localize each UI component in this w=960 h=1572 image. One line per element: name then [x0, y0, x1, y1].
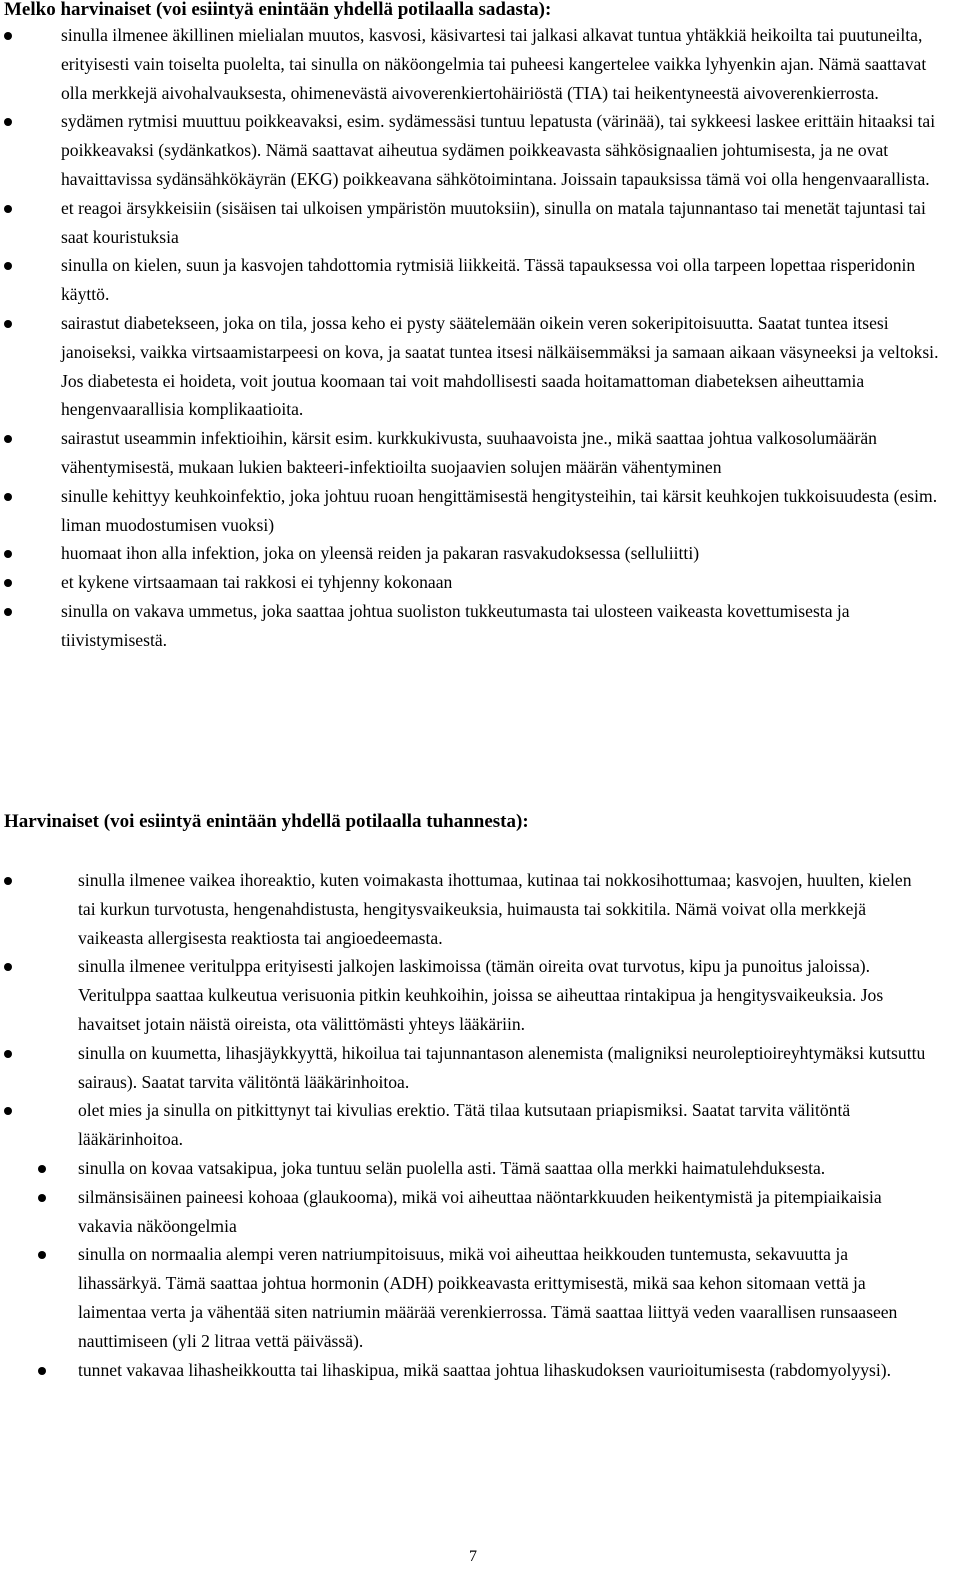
list-item: [0, 866, 956, 952]
bullet-icon: [4, 32, 12, 40]
list-item: [0, 194, 956, 252]
bullet-icon: [4, 320, 12, 328]
bullet-icon: [38, 1367, 46, 1375]
list-item: [0, 482, 956, 540]
list-item: [0, 1039, 956, 1097]
list-item-text: sinulla ilmenee äkillinen mielialan muutos, kasvosi, käsivartesi tai jalkasi alkavat tuntua yhtäkkiä heikoilta tai puutuneilta, erityisesti vain toiselta puolelta, tai sinulla on näköongelmia tai puheesi kangertelee vaikka lyhyenkin ajan. Nämä saattavat olla merkkejä aivohalvauksesta, ohimenevästä aivoverenkiertohäiriöstä (TIA) tai heikentyneestä aivoverenkierrosta.: [61, 25, 927, 103]
list-item: [0, 597, 956, 655]
bullet-icon: [4, 877, 12, 885]
bullet-icon: [4, 1107, 12, 1115]
list-item: [0, 1096, 956, 1154]
bullet-icon: [4, 205, 12, 213]
list-item: [0, 1154, 956, 1183]
bullet-icon: [4, 608, 12, 616]
list-item-text: tunnet vakavaa lihasheikkoutta tai lihaskipua, mikä saattaa johtua lihaskudoksen vaurioitumisesta (rabdomyolyysi).: [78, 1359, 892, 1380]
bullet-icon: [4, 493, 12, 501]
list-item-text: sairastut diabetekseen, joka on tila, jossa keho ei pysty säätelemään oikein veren sokeripitoisuutta. Saatat tuntea itsesi janoiseksi, vaikka virtsaamistarpeesi on kova, ja saatat tuntea itsesi nälkäisemmäksi ja samaan aikaan väsyneeksi ja veltoksi. Jos diabetesta ei hoideta, voit joutua koomaan tai voit mahdollisesti saada hoitamattoman diabeteksen aiheuttamia hengenvaarallisia komplikaatioita.: [61, 312, 939, 420]
list-item-text: sinulle kehittyy keuhkoinfektio, joka johtuu ruoan hengittämisestä hengitysteihin, tai kärsit keuhkojen tukkoisuudesta (esim. liman muodostumisen vuoksi): [61, 485, 938, 535]
rare-side-effects-list: [0, 866, 956, 1384]
bullet-icon: [4, 1050, 12, 1058]
list-item-text: sinulla on kuumetta, lihasjäykkyyttä, hikoilua tai tajunnantason alenemista (maligniksi neuroleptioireyhtymäksi kutsuttu sairaus). Saatat tarvita välitöntä lääkärinhoitoa.: [78, 1042, 926, 1092]
list-item-text: et reagoi ärsykkeisiin (sisäisen tai ulkoisen ympäristön muutoksiin), sinulla on matala tajunnantaso tai menetät tajuntasi tai saat kouristuksia: [61, 197, 926, 247]
list-item-text: sinulla ilmenee vaikea ihoreaktio, kuten voimakasta ihottumaa, kutinaa tai nokkosihottumaa; kasvojen, huulten, kielen tai kurkun turvotusta, hengenahdistusta, hengitysvaikeuksia, huimausta tai sokkitila. Nämä voivat olla merkkejä vaikeasta allergisesta reaktiosta tai angioedeemasta.: [78, 870, 912, 948]
list-item: [0, 568, 956, 597]
list-item: [0, 539, 956, 568]
list-item: [0, 952, 956, 1038]
list-item-text: silmänsisäinen paineesi kohoaa (glaukooma), mikä voi aiheuttaa näöntarkkuuden heikentymistä ja pitempiaikaisia vakavia näköongelmia: [78, 1186, 882, 1236]
bullet-icon: [38, 1251, 46, 1259]
bullet-icon: [4, 579, 12, 587]
list-item: [0, 1240, 956, 1355]
bullet-icon: [4, 118, 12, 126]
bullet-icon: [4, 550, 12, 558]
list-item-text: sydämen rytmisi muuttuu poikkeavaksi, esim. sydämessäsi tuntuu lepatusta (värinää), tai sykkeesi laskee erittäin hitaaksi tai poikkeavaksi (sydänkatkos). Nämä saattavat aiheutua sydämen poikkeavasta sähkösignaalien johtumisesta, ja ne ovat havaittavissa sydänsähkökäyrän (EKG) poikkeavana sähkötoimintana. Joissain tapauksissa tämä voi olla hengenvaarallista.: [61, 111, 936, 189]
list-item-text: sinulla ilmenee veritulppa erityisesti jalkojen laskimoissa (tämän oireita ovat turvotus, kipu ja punoitus jaloissa). Veritulppa saattaa kulkeutua verisuonia pitkin keuhkoihin, joissa se aiheuttaa rintakipua ja hengitysvaikeuksia. Jos havaitset jotain näistä oireista, ota välittömästi yhteys lääkäriin.: [78, 956, 884, 1034]
list-item-text: sinulla on kielen, suun ja kasvojen tahdottomia rytmisiä liikkeitä. Tässä tapauksessa voi olla tarpeen lopettaa risperidonin käyttö.: [61, 255, 916, 305]
list-item: [0, 21, 956, 107]
page-number: 7: [469, 1548, 477, 1565]
uncommon-side-effects-list: [0, 21, 956, 655]
list-item: [0, 424, 956, 482]
list-item-text: sinulla on vakava ummetus, joka saattaa johtua suoliston tukkeutumasta tai ulosteen vaikeasta kovettumisesta ja tiivistymisestä.: [61, 600, 850, 650]
list-item: [0, 251, 956, 309]
section-heading-rare: Harvinaiset (voi esiintyä enintään yhdellä potilaalla tuhannesta):: [4, 811, 529, 832]
list-item: [0, 309, 956, 424]
list-item-text: huomaat ihon alla infektion, joka on yleensä reiden ja pakaran rasvakudoksessa (selluliitti): [61, 543, 700, 564]
list-item-text: et kykene virtsaamaan tai rakkosi ei tyhjenny kokonaan: [61, 572, 453, 593]
bullet-icon: [38, 1165, 46, 1173]
bullet-icon: [4, 963, 12, 971]
list-item-text: sinulla on normaalia alempi veren natriumpitoisuus, mikä voi aiheuttaa heikkouden tuntemusta, sekavuutta ja lihassärkyä. Tämä saattaa johtua hormonin (ADH) poikkeavasta erittymisestä, mikä saa kehon sitomaan vettä ja laimentaa verta ja vähentää siten natriumin määrää verenkierrossa. Tämä saattaa liittyä veden vaarallisen runsaaseen nauttimiseen (yli 2 litraa vettä päivässä).: [78, 1244, 898, 1351]
section-heading-uncommon: Melko harvinaiset (voi esiintyä enintään yhdellä potilaalla sadasta):: [4, 0, 552, 20]
bullet-icon: [4, 262, 12, 270]
list-item-text: olet mies ja sinulla on pitkittynyt tai kivulias erektio. Tätä tilaa kutsutaan priapismiksi. Saatat tarvita välitöntä lääkärinhoitoa.: [78, 1100, 851, 1150]
list-item-text: sinulla on kovaa vatsakipua, joka tuntuu selän puolella asti. Tämä saattaa olla merkki haimatulehduksesta.: [78, 1157, 826, 1178]
list-item: [0, 1183, 956, 1241]
list-item-text: sairastut useammin infektioihin, kärsit esim. kurkkukivusta, suuhaavoista jne., mikä saattaa johtua valkosolumäärän vähentymisestä, mukaan lukien bakteeri-infektioilta suojaavien solujen määrän vähentyminen: [61, 428, 877, 477]
list-item: [0, 107, 956, 193]
bullet-icon: [4, 435, 12, 443]
bullet-icon: [38, 1194, 46, 1202]
list-item: [0, 1356, 956, 1385]
